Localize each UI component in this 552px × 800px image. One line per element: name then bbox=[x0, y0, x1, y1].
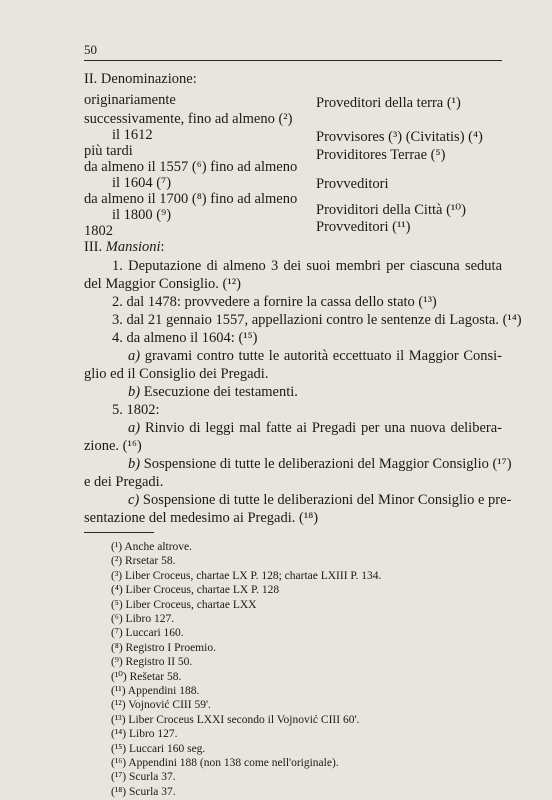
footnote: (³) Liber Croceus, chartae LX P. 128; chartae LXIII P. 134. bbox=[111, 569, 382, 582]
footnote-rule bbox=[84, 532, 154, 533]
mansioni-line: 4. da almeno il 1604: (¹⁵) bbox=[112, 330, 258, 346]
mansioni-line: c) Sospensione di tutte le deliberazioni del Minor Consiglio e pre- bbox=[128, 492, 512, 508]
denominazione-left-line: originariamente bbox=[84, 92, 176, 108]
footnote: (¹⁷) Scurla 37. bbox=[111, 771, 176, 784]
footnote: (¹⁰) Rešetar 58. bbox=[111, 670, 182, 683]
footnote: (²) Rrsetar 58. bbox=[111, 555, 176, 568]
denominazione-left-line: il 1612 bbox=[112, 127, 153, 143]
denominazione-right-line: Provveditori bbox=[316, 176, 389, 192]
footnote: (⁸) Registro I Proemio. bbox=[111, 641, 216, 654]
section-heading-denominazione: II. Denominazione: bbox=[84, 71, 197, 87]
header-rule bbox=[84, 60, 502, 61]
denominazione-left-line: 1802 bbox=[84, 223, 113, 239]
section-heading-mansioni: III. Mansioni: bbox=[84, 239, 165, 255]
footnote: (⁷) Luccari 160. bbox=[111, 627, 184, 640]
mansioni-line: b) Esecuzione dei testamenti. bbox=[128, 384, 298, 400]
mansioni-line: 5. 1802: bbox=[112, 402, 160, 418]
mansioni-line: del Maggior Consiglio. (¹²) bbox=[84, 276, 241, 292]
denominazione-left-line: il 1604 (⁷) bbox=[112, 175, 172, 191]
mansioni-line: sentazione del medesimo ai Pregadi. (¹⁸) bbox=[84, 510, 319, 526]
denominazione-right-line: Providitori della Città (¹⁰) bbox=[316, 202, 466, 218]
footnote: (¹¹) Appendini 188. bbox=[111, 685, 200, 697]
mansioni-line: e dei Pregadi. bbox=[84, 474, 164, 490]
denominazione-left-line: da almeno il 1700 (⁸) fino ad almeno bbox=[84, 191, 298, 207]
mansioni-line: zione. (¹⁶) bbox=[84, 438, 142, 454]
footnote: (¹⁵) Luccari 160 seg. bbox=[111, 742, 206, 755]
denominazione-left-line: più tardi bbox=[84, 143, 133, 159]
denominazione-left-line: da almeno il 1557 (⁶) fino ad almeno bbox=[84, 159, 298, 175]
footnote: (¹⁸) Scurla 37. bbox=[111, 785, 176, 798]
mansioni-line: a) gravami contro tutte le autorità eccettuato il Maggior Consi- bbox=[128, 348, 502, 364]
footnote: (¹³) Liber Croceus LXXI secondo il Vojnović CIII 60'. bbox=[111, 713, 360, 726]
mansioni-line: b) Sospensione di tutte le deliberazioni del Maggior Consiglio (¹⁷) bbox=[128, 456, 512, 472]
mansioni-line: 1. Deputazione di almeno 3 dei suoi membri per ciascuna seduta bbox=[112, 258, 502, 274]
footnote: (¹) Anche altrove. bbox=[111, 541, 193, 553]
footnote: (⁹) Registro II 50. bbox=[111, 656, 193, 669]
footnote: (¹⁶) Appendini 188 (non 138 come nell'originale). bbox=[111, 757, 339, 769]
mansioni-line: 2. dal 1478: provvedere a fornire la cassa dello stato (¹³) bbox=[112, 294, 437, 310]
page-number: 50 bbox=[84, 42, 97, 57]
denominazione-right-line: Proveditori della terra (¹) bbox=[316, 95, 461, 111]
denominazione-right-line: Providitores Terrae (⁵) bbox=[316, 147, 446, 163]
denominazione-right-line: Provvisores (³) (Civitatis) (⁴) bbox=[316, 129, 483, 145]
footnote: (¹²) Vojnović CIII 59'. bbox=[111, 699, 211, 712]
footnote: (⁵) Liber Croceus, chartae LXX bbox=[111, 598, 257, 611]
mansioni-line: a) Rinvio di leggi mal fatte ai Pregadi per una nuova delibera- bbox=[128, 420, 502, 436]
footnote: (⁶) Libro 127. bbox=[111, 613, 175, 625]
denominazione-right-line: Provveditori (¹¹) bbox=[316, 219, 411, 235]
mansioni-line: glio ed il Consiglio dei Pregadi. bbox=[84, 366, 269, 382]
denominazione-left-line: successivamente, fino ad almeno (²) bbox=[84, 111, 293, 127]
footnote: (¹⁴) Libro 127. bbox=[111, 728, 178, 741]
footnote: (⁴) Liber Croceus, chartae LX P. 128 bbox=[111, 584, 280, 597]
mansioni-line: 3. dal 21 gennaio 1557, appellazioni contro le sentenze di Lagosta. (¹⁴) bbox=[112, 312, 522, 328]
denominazione-left-line: il 1800 (⁹) bbox=[112, 207, 172, 223]
